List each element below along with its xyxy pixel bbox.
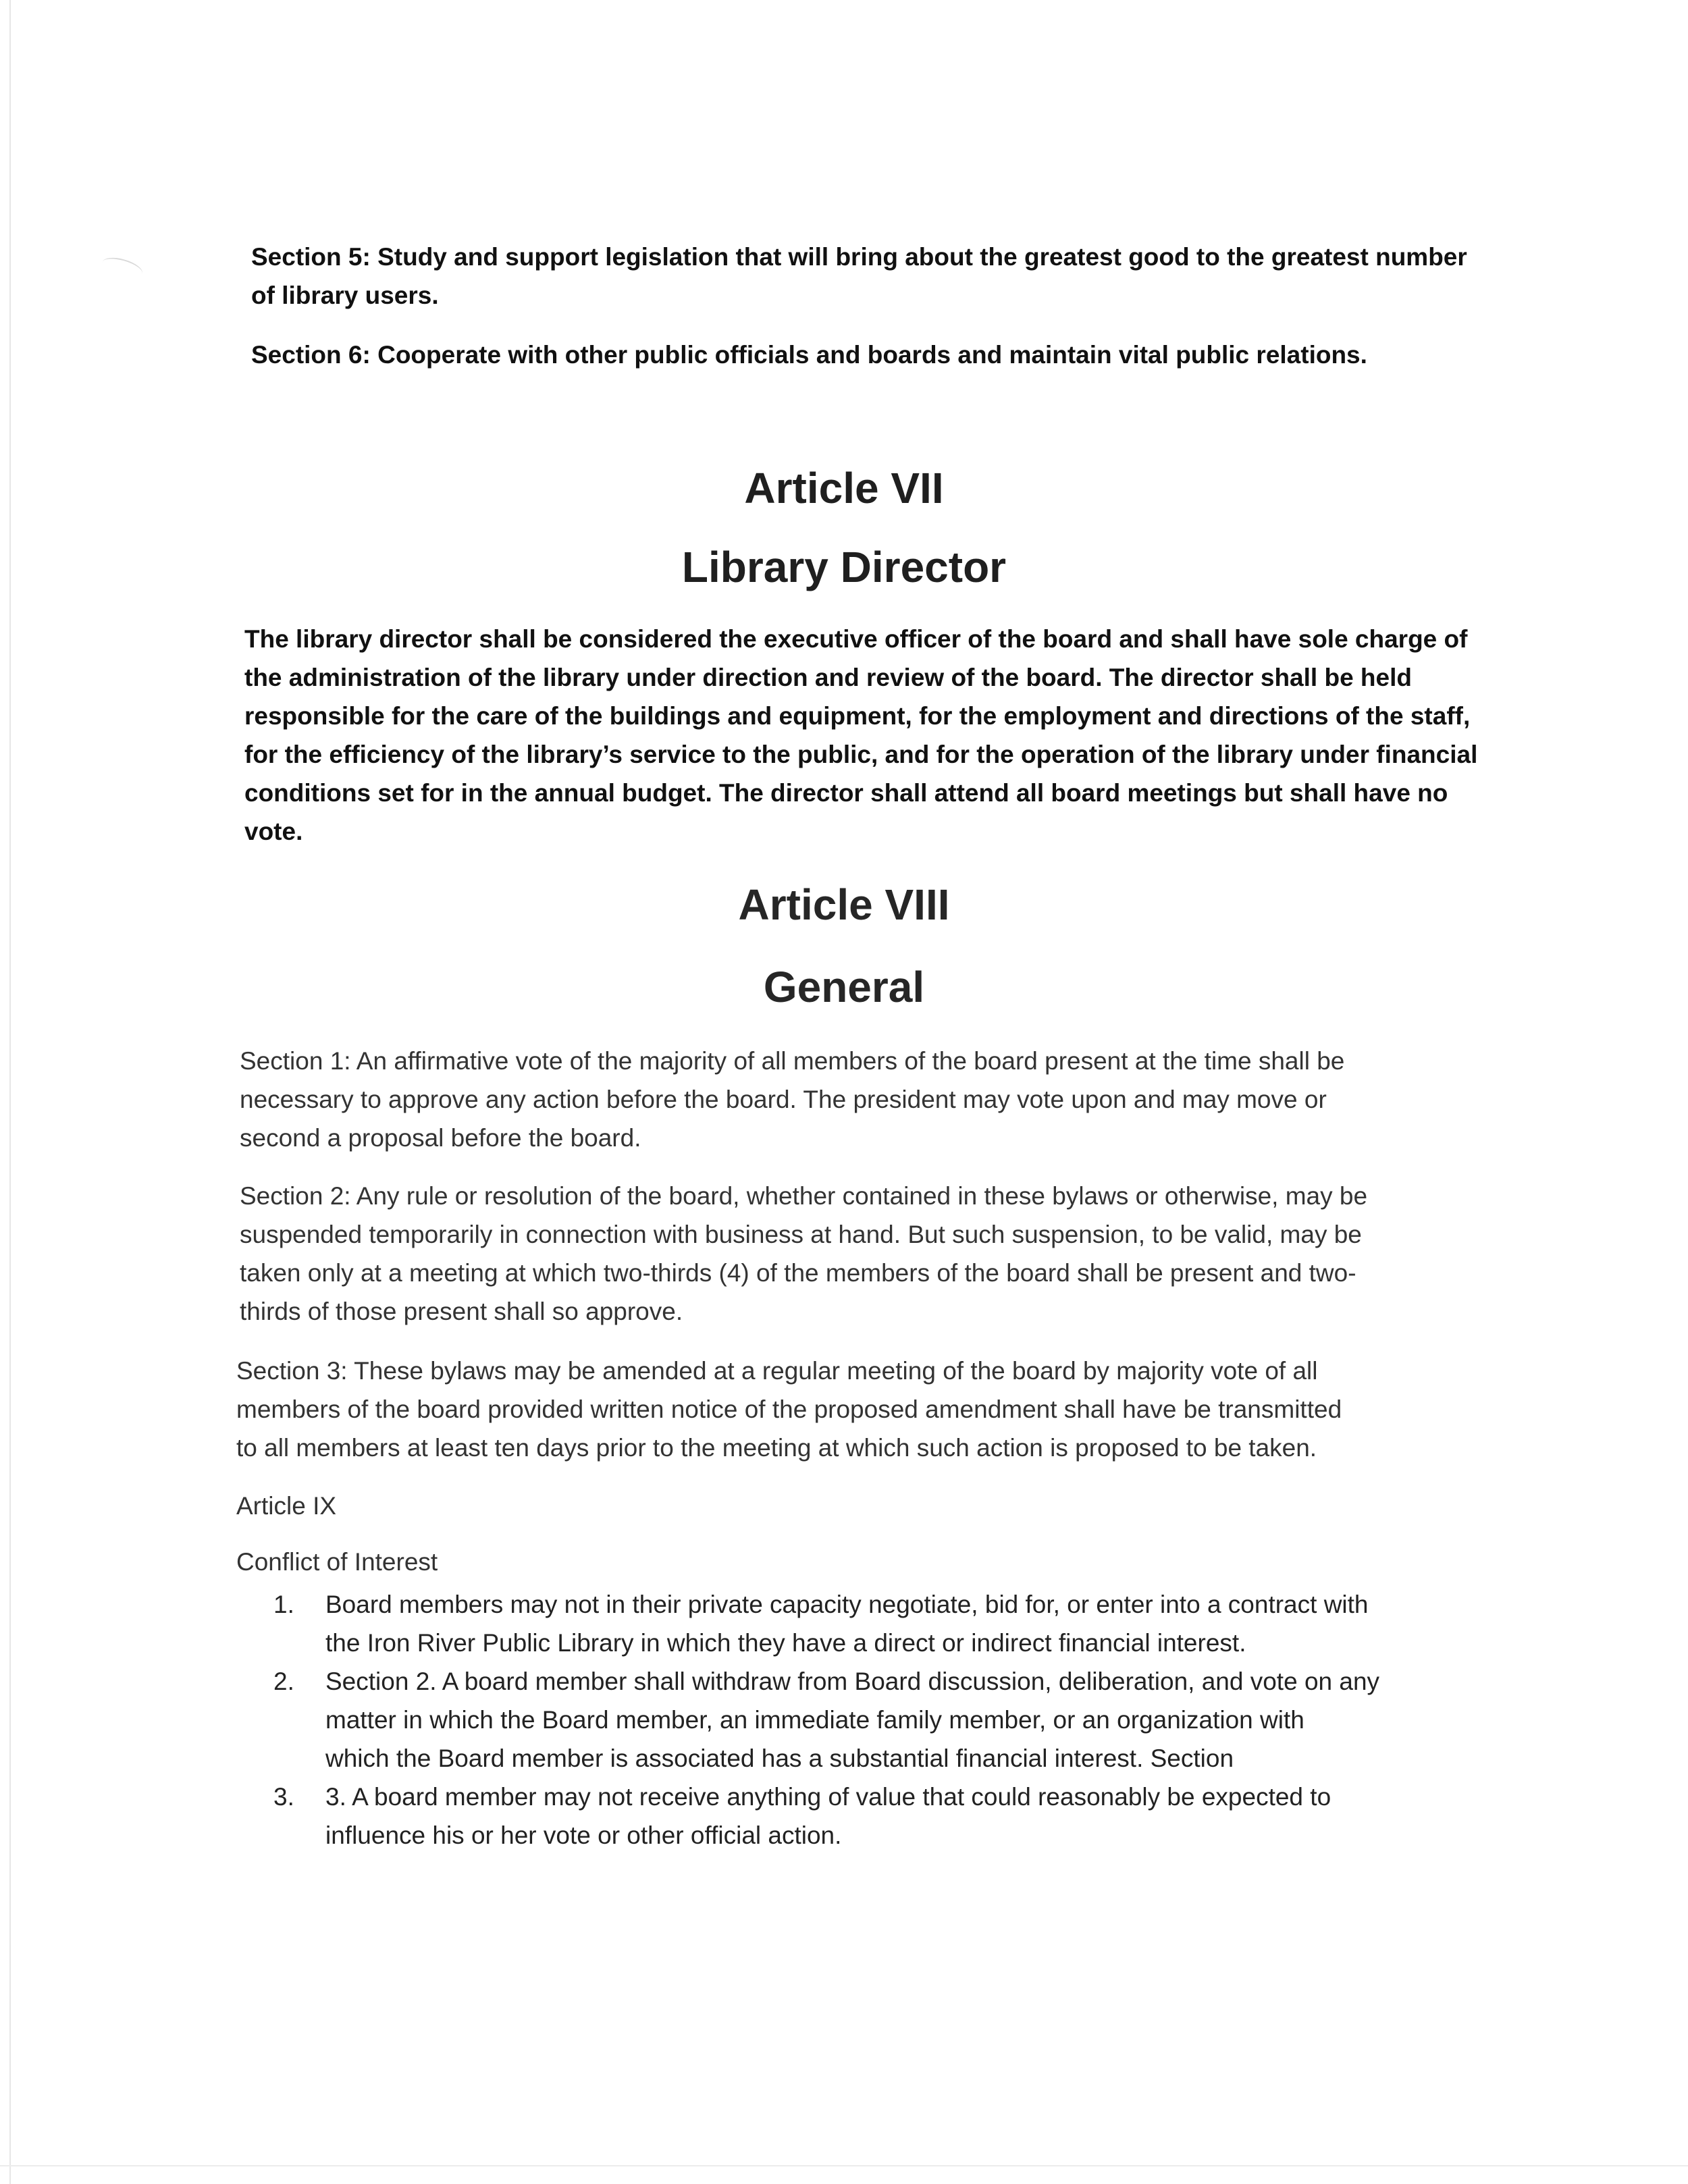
article-8-heading: Article VIII: [738, 880, 950, 929]
article-8-section-1-line-1: Section 1: An affirmative vote of the majority of all members of the board present at the time shall be: [240, 1047, 1345, 1075]
article-8-subheading: General: [763, 963, 925, 1011]
article-9-subheading: Conflict of Interest: [236, 1548, 438, 1576]
list-item-line: 3. A board member may not receive anything of value that could reasonably be expected to: [325, 1783, 1331, 1811]
article-8-section-3-line-1: Section 3: These bylaws may be amended at a regular meeting of the board by majority vote of all: [236, 1357, 1318, 1385]
article-8-section-3-line-2: members of the board provided written notice of the proposed amendment shall have be transmitted: [236, 1395, 1342, 1423]
article-7-line-3: responsible for the care of the buildings and equipment, for the employment and directions of the staff,: [244, 702, 1471, 730]
section-6-paragraph: [251, 336, 1367, 374]
list-item-line: matter in which the Board member, an immediate family member, or an organization with: [325, 1706, 1304, 1734]
list-item-line: influence his or her vote or other official action.: [325, 1821, 842, 1849]
section-5-paragraph: [251, 238, 1467, 315]
article-7-paragraph: [244, 620, 1477, 851]
article-8-section-2-line-4: thirds of those present shall so approve.: [240, 1298, 683, 1325]
article-8-section-1-line-2: necessary to approve any action before the board. The president may vote upon and may move or: [240, 1086, 1327, 1113]
list-item: [273, 1662, 1379, 1778]
article-8-section-2-line-1: Section 2: Any rule or resolution of the board, whether contained in these bylaws or otherwise, may be: [240, 1182, 1368, 1210]
list-item-line: the Iron River Public Library in which they have a direct or indirect financial interest.: [325, 1629, 1246, 1657]
article-9-heading: Article IX: [236, 1492, 337, 1520]
list-item-number: 3.: [273, 1783, 294, 1811]
list-item-line: Board members may not in their private capacity negotiate, bid for, or enter into a contract with: [325, 1591, 1369, 1618]
list-item-line: Section 2. A board member shall withdraw from Board discussion, deliberation, and vote on any: [325, 1668, 1380, 1695]
article-8-section-2-line-2: suspended temporarily in connection with business at hand. But such suspension, to be valid, may be: [240, 1221, 1362, 1248]
list-item: [273, 1585, 1379, 1662]
section-5-line-2: of library users.: [251, 282, 439, 309]
list-item-line: which the Board member is associated has a substantial financial interest. Section: [325, 1744, 1234, 1772]
list-item-number: 2.: [273, 1668, 294, 1695]
article-8-section-2-line-3: taken only at a meeting at which two-thirds (4) of the members of the board shall be present and two-: [240, 1259, 1356, 1287]
article-7-line-5: conditions set for in the annual budget. The director shall attend all board meetings but shall have no: [244, 779, 1448, 807]
article-8-section-3: [236, 1352, 1342, 1467]
article-8-section-1: [240, 1042, 1344, 1157]
article-7-subheading: Library Director: [681, 543, 1007, 591]
article-7-line-1: The library director shall be considered the executive officer of the board and shall have sole charge of: [244, 625, 1468, 653]
list-item-number: 1.: [273, 1591, 294, 1618]
list-item: [273, 1778, 1379, 1855]
article-7-heading: Article VII: [744, 464, 944, 512]
article-7-line-2: the administration of the library under direction and review of the board. The director shall be held: [244, 664, 1412, 691]
section-6-line-1: Section 6: Cooperate with other public officials and boards and maintain vital public relations.: [251, 341, 1367, 369]
article-8-section-2: [240, 1177, 1367, 1331]
article-8-section-1-line-3: second a proposal before the board.: [240, 1124, 641, 1152]
article-7-line-4: for the efficiency of the library’s service to the public, and for the operation of the library under financial: [244, 741, 1478, 768]
conflict-of-interest-list: [273, 1585, 1379, 1855]
article-7-line-6: vote.: [244, 818, 303, 845]
article-8-section-3-line-3: to all members at least ten days prior to the meeting at which such action is proposed to be taken.: [236, 1434, 1317, 1462]
section-5-line-1: Section 5: Study and support legislation that will bring about the greatest good to the greatest number: [251, 243, 1467, 271]
